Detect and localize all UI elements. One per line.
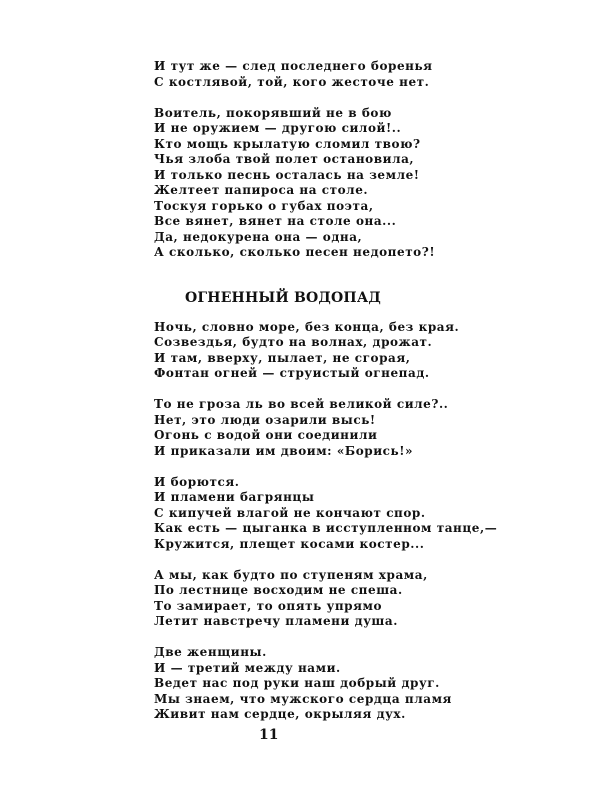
verse-line: Фонтан огней — струистый огнепад. (154, 366, 430, 380)
verse-line: И только песнь осталась на земле! (154, 167, 420, 182)
verse-line: Как есть — цыганка в исступленном танце,— (154, 521, 498, 535)
stanza (154, 106, 574, 261)
verse-line: Кружится, плещет косами костер... (154, 536, 425, 551)
verse-line: То не гроза ль во всей великой силе?.. (154, 397, 449, 411)
stanza (154, 59, 574, 90)
stanza (154, 645, 574, 723)
verse-line: Огонь с водой они соединили (154, 428, 378, 442)
verse-line: Нет, это люди озарили высь! (154, 412, 376, 427)
poem-title: ОГНЕННЫЙ ВОДОПАД (185, 289, 382, 306)
verse-line: Чья злоба твой полет остановила, (154, 152, 415, 166)
verse-line: Созвездья, будто на волнах, дрожат. (154, 335, 433, 349)
stanza (154, 320, 574, 382)
verse-line: Ведет нас под руки наш добрый друг. (154, 676, 440, 690)
verse-line: И борются. (154, 474, 240, 489)
stanza (154, 475, 574, 553)
verse-line: По лестнице восходим не спеша. (154, 583, 403, 597)
verse-line: Тоскуя горько о губах поэта, (154, 198, 374, 213)
verse-line: И приказали им двоим: «Борись!» (154, 443, 414, 458)
page-body (154, 59, 574, 738)
verse-line: И — третий между нами. (154, 660, 341, 675)
verse-line: Да, недокурена она — одна, (154, 229, 363, 244)
stanza (154, 397, 574, 459)
verse-line: А мы, как будто по ступеням храма, (154, 567, 428, 582)
verse-line: Все вянет, вянет на столе она... (154, 214, 397, 228)
verse-line: Живит нам сердце, окрыляя дух. (154, 707, 406, 721)
stanza (154, 568, 574, 630)
poem-body (154, 320, 574, 723)
verse-line: А сколько, сколько песен недопето?! (154, 245, 436, 259)
previous-poem-ending (154, 59, 574, 261)
verse-line: И там, вверху, пылает, не сгорая, (154, 350, 411, 365)
verse-line: С костлявой, той, кого жесточе нет. (154, 74, 430, 89)
verse-line: И тут же — след последнего боренья (154, 59, 433, 73)
verse-line: Воитель, покорявший не в бою (154, 105, 392, 120)
page-number: 11 (259, 727, 279, 743)
verse-line: И пламени багрянцы (154, 490, 315, 504)
verse-line: Мы знаем, что мужского сердца пламя (154, 691, 452, 706)
verse-line: Кто мощь крылатую сломил твою? (154, 136, 421, 151)
verse-line: С кипучей влагой не кончают спор. (154, 505, 426, 520)
verse-line: И не оружием — другою силой!.. (154, 121, 402, 135)
verse-line: Желтеет папироса на столе. (154, 183, 369, 197)
verse-line: Две женщины. (154, 645, 267, 659)
verse-line: Ночь, словно море, без конца, без края. (154, 319, 460, 334)
verse-line: То замирает, то опять упрямо (154, 598, 383, 613)
verse-line: Летит навстречу пламени душа. (154, 614, 398, 628)
